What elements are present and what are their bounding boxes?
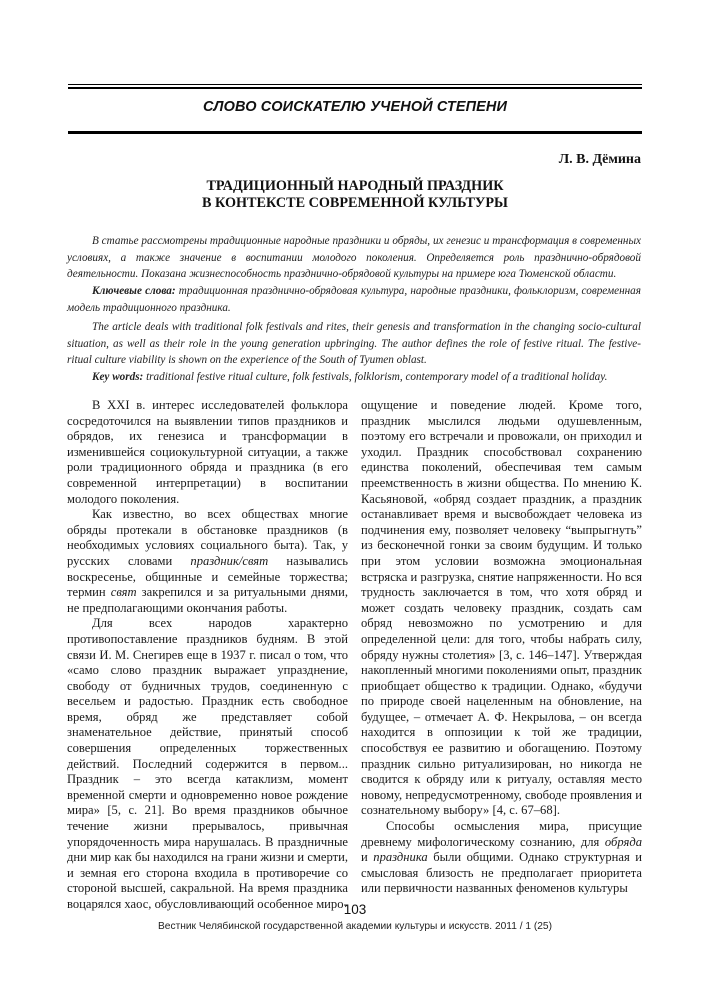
- text-run: закрепился и за ритуальными днями, не предполагающими окончания работы.: [67, 585, 349, 615]
- italic-term: обряда: [604, 834, 642, 849]
- left-column: [67, 398, 348, 913]
- body-columns: [67, 398, 642, 913]
- journal-footer: Вестник Челябинской государственной академии культуры и искусств. 2011 / 1 (25): [158, 921, 552, 932]
- text-run: назывались воскресенье, общинные и семейные торжества; термин: [67, 553, 348, 600]
- abstract-english: [67, 319, 641, 386]
- text-run: Как известно, во всех обществах многие обряды протекали в обстановке праздников (в необходимых условиях социального быта). Так, у русских словами: [67, 507, 348, 568]
- text-run: были общими. Однако структурная и смысловая близость не предполагает приоритета или первичности названных феноменов культуры: [361, 850, 643, 896]
- author-name: Л. В. Дёмина: [558, 152, 641, 167]
- body-paragraph: В XXI в. интерес исследователей фольклора сосредоточился на выявлении типов праздников и обрядов, их генезиса и трансформации в изменившейся социокультурной ситуации, а также роли традиционного обряда и праздника (в его современной интерпретации) в воспитании молодого поколения.: [67, 398, 348, 506]
- page-number: 103: [343, 902, 367, 917]
- abstract-text: The article deals with traditional folk festivals and rites, their genesis and transformation in the changing socio-cultural situation, as well as their role in the young generation upbringing. The author defines the role of festive ritual. The festive-ritual culture viability is shown on the experience of the South of Tyumen oblast.: [67, 321, 641, 367]
- keywords-text: традиционная праздничнo-обрядовая культура, народные праздники, фольклоризм, современная модель традиционного праздника.: [67, 285, 641, 314]
- italic-term: праздника: [373, 850, 428, 865]
- keywords-label: Ключевые слова:: [92, 285, 176, 298]
- right-column: [361, 398, 642, 913]
- article-title-line-2: В КОНТЕКСТЕ СОВРЕМЕННОЙ КУЛЬТУРЫ: [202, 195, 508, 211]
- header-thick-rule: [68, 131, 642, 134]
- keywords-paragraph: [67, 369, 641, 386]
- header-double-rule: [68, 84, 642, 89]
- body-paragraph: [67, 507, 348, 616]
- abstract-russian: [67, 233, 641, 317]
- keywords-label: Key words:: [92, 371, 144, 384]
- keywords-text: traditional festive ritual culture, folk festivals, folklorism, contemporary model of a traditional holiday.: [143, 371, 608, 384]
- text-run: Способы осмысления мира, присущие древнему мифологическому сознанию, для: [361, 819, 642, 849]
- article-title: [68, 178, 642, 212]
- keywords-paragraph: [67, 283, 641, 316]
- body-paragraph: ощущение и поведение людей. Кроме того, праздник мыслился людьми одушевленным, поэтому его встречали и провожали, он приходил и уходил. Праздник способствовал сохранению единства поколений, обеспечивая тем самым преемственность в жизни общества. По мнению К. Касьяновой, «обряд создает праздник, а праздник останавливает время и высвобождает человека из подчинения ему, позволяет человеку “выпрыгнуть” из бесконечной гонки за своим будущим. И только при этом условии возможна эмоциональная встряска и разгрузка, снятие напряженности. Но вся трудность заключается в том, что хотя обряд и может создать человеку праздник, создать сам обряд невозможно по усмотрению и для определенной цели: для того, чтобы набрать силу, обряду нужны столетия» [3, с. 146–147]. Утверждая накопленный многими поколениями опыт, праздник приобщает общество к традиции. Однако, «будучи по природе своей нацеленным на обновление, на будущее, – отмечает А. Ф. Некрылова, – он всегда находится в оппозиции к той же традиции, способствуя ее развитию и обогащению. Поэтому праздник сильно ритуализирован, но никогда не сводится к обряду или к ритуалу, оставляя место новому, непредусмотренному, свободе проявления и сознательному выбору» [4, с. 67–68].: [361, 398, 642, 818]
- body-paragraph: Для всех народов характерно противопоставление праздников будням. В этой связи И. М. Снегирев еще в 1937 г. писал о том, что «само слово праздник выражает упразднение, свободу от будничных трудов, соединенную с весельем и радостью. Праздник есть свободное время, обряд же представляет собой знаменательное действие, принятый способ совершения определенных торжественных действий. Последний содержится в первом... Праздник – это всегда катаклизм, момент временной смерти и одновременно новое рождение мира» [5, с. 21]. Во время праздников обычное течение жизни прерывалось, привычная упорядоченность мира нарушалась. В праздничные дни мир как бы находился на грани жизни и смерти, и земная его сторона входила в противоречие со стороной высшей, сакральной. На время праздника воцарялся хаос, обусловливающий особенное миро-: [67, 616, 348, 911]
- italic-term: свят: [110, 585, 137, 600]
- section-title: СЛОВО СОИСКАТЕЛЮ УЧЕНОЙ СТЕПЕНИ: [202, 99, 508, 115]
- body-paragraph: [361, 819, 642, 897]
- article-title-line-1: ТРАДИЦИОННЫЙ НАРОДНЫЙ ПРАЗДНИК: [206, 178, 504, 194]
- abstract-text: В статье рассмотрены традиционные народные праздники и обряды, их генезис и трансформация в современных условиях, а также значение в воспитании молодого поколения. Определяется роль праздничнo-обрядовой деятельности. Показана жизнеспособность праздничнo-обрядовой культуры на примере юга Тюменской области.: [67, 235, 641, 281]
- text-run: и: [361, 850, 374, 865]
- italic-term: праздник/свят: [190, 553, 269, 568]
